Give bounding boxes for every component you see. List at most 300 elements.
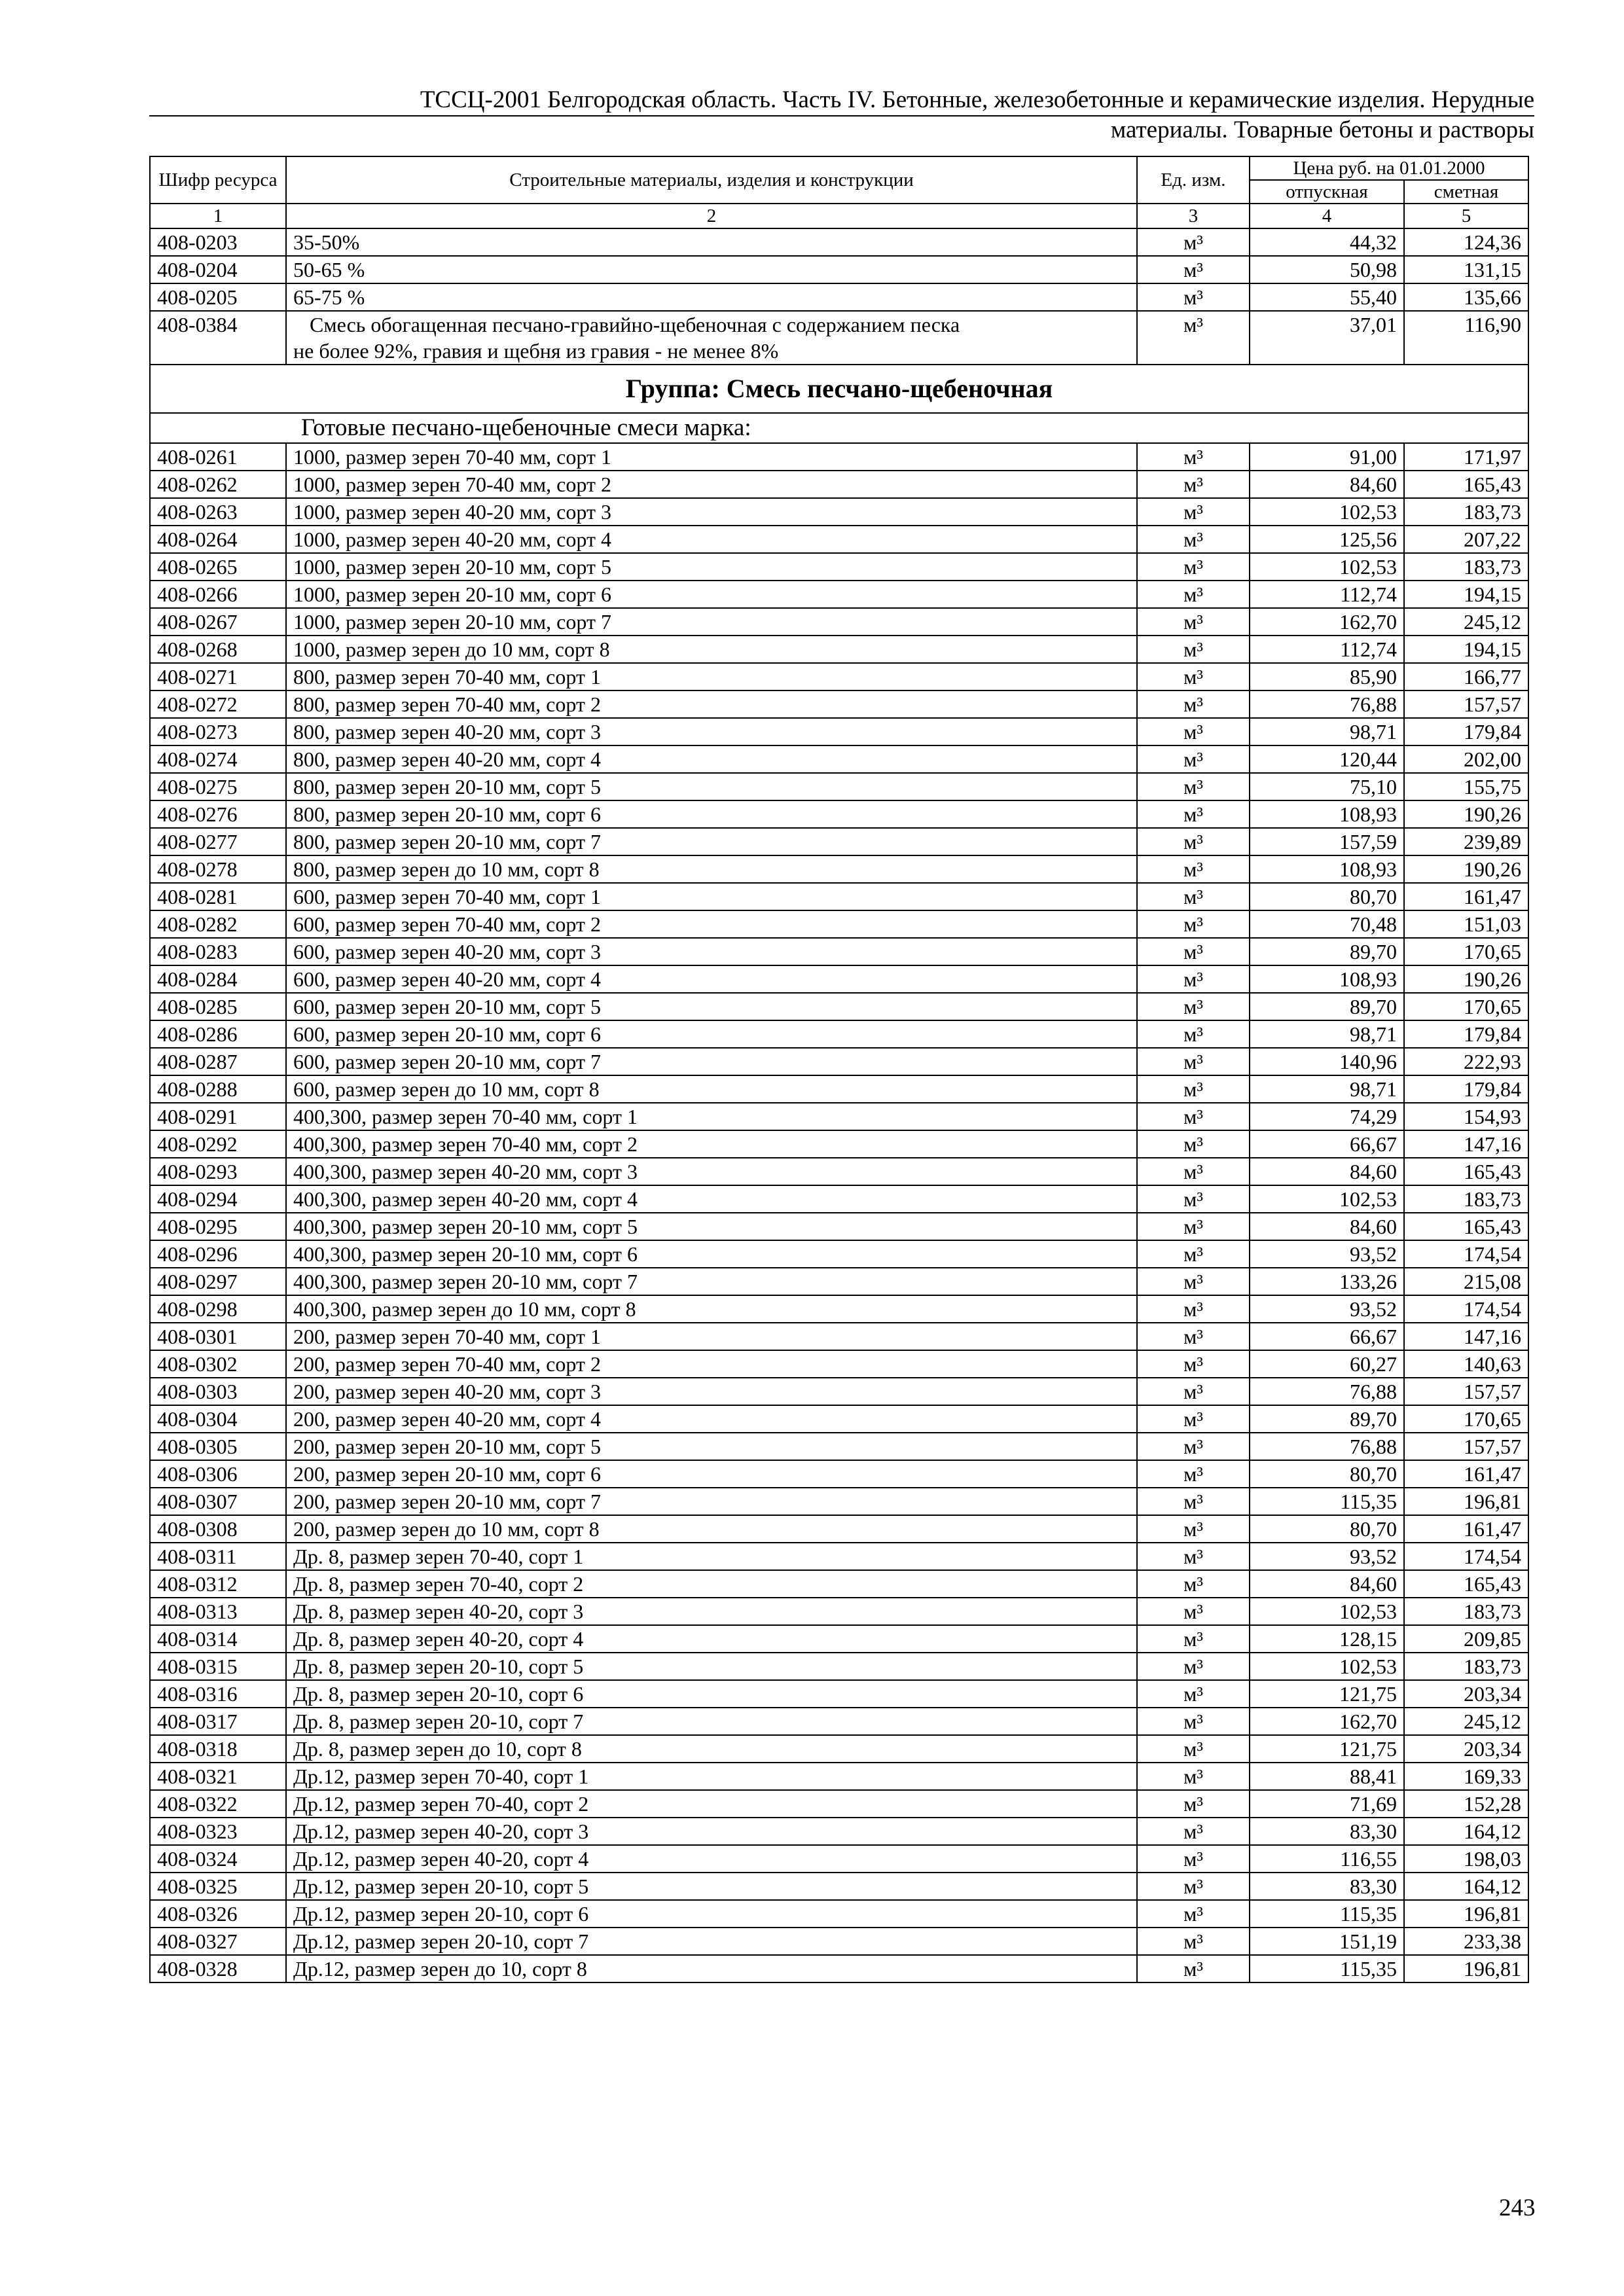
material-name: 1000, размер зерен до 10 мм, сорт 8 — [286, 636, 1137, 663]
table-row — [150, 663, 1528, 691]
table-row — [150, 800, 1528, 828]
unit: м³ — [1137, 965, 1250, 993]
table-row — [150, 1213, 1528, 1240]
price-wholesale: 115,35 — [1250, 1488, 1404, 1515]
material-name: 1000, размер зерен 20-10 мм, сорт 7 — [286, 608, 1137, 636]
price-estimate: 202,00 — [1404, 745, 1528, 773]
resource-code: 408-0324 — [150, 1845, 286, 1873]
unit: м³ — [1137, 773, 1250, 800]
unit: м³ — [1137, 1295, 1250, 1323]
resource-code: 408-0284 — [150, 965, 286, 993]
price-estimate: 190,26 — [1404, 965, 1528, 993]
table-row — [150, 828, 1528, 855]
resource-code: 408-0287 — [150, 1048, 286, 1075]
table-row — [150, 691, 1528, 718]
table-row — [150, 1763, 1528, 1790]
resource-code: 408-0275 — [150, 773, 286, 800]
unit: м³ — [1137, 1158, 1250, 1185]
table-row — [150, 1735, 1528, 1763]
table-row — [150, 1158, 1528, 1185]
price-estimate: 190,26 — [1404, 800, 1528, 828]
material-name: 65-75 % — [286, 283, 1137, 311]
table-row — [150, 965, 1528, 993]
material-name: 400,300, размер зерен до 10 мм, сорт 8 — [286, 1295, 1137, 1323]
resource-code: 408-0264 — [150, 526, 286, 553]
price-estimate: 165,43 — [1404, 1570, 1528, 1598]
unit: м³ — [1137, 1433, 1250, 1460]
material-name: 400,300, размер зерен 40-20 мм, сорт 4 — [286, 1185, 1137, 1213]
price-wholesale: 151,19 — [1250, 1928, 1404, 1955]
price-estimate: 166,77 — [1404, 663, 1528, 691]
price-wholesale: 102,53 — [1250, 553, 1404, 581]
material-name: 400,300, размер зерен 70-40 мм, сорт 2 — [286, 1130, 1137, 1158]
material-name: 800, размер зерен 20-10 мм, сорт 6 — [286, 800, 1137, 828]
price-wholesale: 125,56 — [1250, 526, 1404, 553]
table-row — [150, 1570, 1528, 1598]
material-name — [286, 311, 1137, 365]
price-estimate: 179,84 — [1404, 1020, 1528, 1048]
table-row — [150, 1625, 1528, 1653]
material-name: 50-65 % — [286, 256, 1137, 283]
resource-code: 408-0265 — [150, 553, 286, 581]
column-header-price: Цена руб. на 01.01.2000 — [1250, 156, 1528, 180]
price-estimate: 140,63 — [1404, 1350, 1528, 1378]
price-wholesale: 133,26 — [1250, 1268, 1404, 1295]
material-name: 1000, размер зерен 20-10 мм, сорт 6 — [286, 581, 1137, 608]
material-name: Др.12, размер зерен 40-20, сорт 4 — [286, 1845, 1137, 1873]
unit: м³ — [1137, 1020, 1250, 1048]
price-estimate: 165,43 — [1404, 1158, 1528, 1185]
group-title: Группа: Смесь песчано-щебеночная — [150, 365, 1528, 413]
unit: м³ — [1137, 745, 1250, 773]
material-name: 200, размер зерен 20-10 мм, сорт 6 — [286, 1460, 1137, 1488]
table-row — [150, 1460, 1528, 1488]
price-wholesale: 50,98 — [1250, 256, 1404, 283]
table-row — [150, 1350, 1528, 1378]
header-title-line2: материалы. Товарные бетоны и растворы — [1110, 117, 1534, 143]
resource-code: 408-0318 — [150, 1735, 286, 1763]
price-estimate: 165,43 — [1404, 1213, 1528, 1240]
material-name: 200, размер зерен 20-10 мм, сорт 7 — [286, 1488, 1137, 1515]
unit: м³ — [1137, 526, 1250, 553]
price-wholesale: 84,60 — [1250, 1158, 1404, 1185]
material-name: Др. 8, размер зерен 20-10, сорт 6 — [286, 1680, 1137, 1708]
unit: м³ — [1137, 1103, 1250, 1130]
table-row — [150, 1515, 1528, 1543]
unit: м³ — [1137, 993, 1250, 1020]
material-name: Др. 8, размер зерен 20-10, сорт 7 — [286, 1708, 1137, 1735]
price-wholesale: 83,30 — [1250, 1818, 1404, 1845]
resource-code: 408-0272 — [150, 691, 286, 718]
price-wholesale: 37,01 — [1250, 311, 1404, 365]
material-name: 600, размер зерен до 10 мм, сорт 8 — [286, 1075, 1137, 1103]
table-row — [150, 636, 1528, 663]
resource-code: 408-0306 — [150, 1460, 286, 1488]
price-estimate: 183,73 — [1404, 498, 1528, 526]
table-row — [150, 1020, 1528, 1048]
table-row — [150, 553, 1528, 581]
table-row — [150, 883, 1528, 910]
price-wholesale: 102,53 — [1250, 1185, 1404, 1213]
price-estimate: 179,84 — [1404, 718, 1528, 745]
resource-code: 408-0286 — [150, 1020, 286, 1048]
material-name: 600, размер зерен 20-10 мм, сорт 6 — [286, 1020, 1137, 1048]
price-estimate: 239,89 — [1404, 828, 1528, 855]
price-wholesale: 88,41 — [1250, 1763, 1404, 1790]
resource-code: 408-0384 — [150, 311, 286, 365]
unit: м³ — [1137, 1763, 1250, 1790]
table-row — [150, 910, 1528, 938]
column-number: 4 — [1250, 204, 1404, 228]
table-body-top — [150, 228, 1528, 311]
material-name: 200, размер зерен до 10 мм, сорт 8 — [286, 1515, 1137, 1543]
resource-code: 408-0267 — [150, 608, 286, 636]
column-number: 1 — [150, 204, 286, 228]
table-row — [150, 1653, 1528, 1680]
material-name: Др. 8, размер зерен 70-40, сорт 2 — [286, 1570, 1137, 1598]
resource-code: 408-0293 — [150, 1158, 286, 1185]
price-estimate: 124,36 — [1404, 228, 1528, 256]
price-wholesale: 121,75 — [1250, 1735, 1404, 1763]
unit: м³ — [1137, 283, 1250, 311]
resource-code: 408-0288 — [150, 1075, 286, 1103]
price-estimate: 183,73 — [1404, 1653, 1528, 1680]
unit: м³ — [1137, 910, 1250, 938]
unit: м³ — [1137, 1873, 1250, 1900]
price-estimate: 147,16 — [1404, 1130, 1528, 1158]
material-name: 800, размер зерен 70-40 мм, сорт 1 — [286, 663, 1137, 691]
table-row — [150, 498, 1528, 526]
unit: м³ — [1137, 1790, 1250, 1818]
price-estimate: 194,15 — [1404, 581, 1528, 608]
page-number: 243 — [1499, 2195, 1536, 2221]
table-row — [150, 283, 1528, 311]
unit: м³ — [1137, 691, 1250, 718]
price-wholesale: 162,70 — [1250, 608, 1404, 636]
material-name: 200, размер зерен 70-40 мм, сорт 1 — [286, 1323, 1137, 1350]
resource-code: 408-0312 — [150, 1570, 286, 1598]
material-name: 800, размер зерен 70-40 мм, сорт 2 — [286, 691, 1137, 718]
unit: м³ — [1137, 1185, 1250, 1213]
material-name: 600, размер зерен 20-10 мм, сорт 5 — [286, 993, 1137, 1020]
price-estimate: 152,28 — [1404, 1790, 1528, 1818]
material-name: 400,300, размер зерен 20-10 мм, сорт 7 — [286, 1268, 1137, 1295]
price-estimate: 203,34 — [1404, 1680, 1528, 1708]
resource-code: 408-0298 — [150, 1295, 286, 1323]
unit: м³ — [1137, 1845, 1250, 1873]
unit: м³ — [1137, 1515, 1250, 1543]
table-row — [150, 1048, 1528, 1075]
header-title-line1: ТССЦ-2001 Белгородская область. Часть IV. Бетонные, железобетонные и керамические изделия. Нерудные — [420, 86, 1534, 113]
resource-code: 408-0302 — [150, 1350, 286, 1378]
price-wholesale: 98,71 — [1250, 1075, 1404, 1103]
price-wholesale: 70,48 — [1250, 910, 1404, 938]
material-name: Др. 8, размер зерен 20-10, сорт 5 — [286, 1653, 1137, 1680]
material-name: Др.12, размер зерен 20-10, сорт 5 — [286, 1873, 1137, 1900]
unit: м³ — [1137, 828, 1250, 855]
price-estimate: 222,93 — [1404, 1048, 1528, 1075]
price-estimate: 183,73 — [1404, 1185, 1528, 1213]
price-estimate: 174,54 — [1404, 1543, 1528, 1570]
unit: м³ — [1137, 800, 1250, 828]
resource-code: 408-0285 — [150, 993, 286, 1020]
table-row — [150, 1378, 1528, 1405]
price-wholesale: 112,74 — [1250, 636, 1404, 663]
material-name: 35-50% — [286, 228, 1137, 256]
column-header-estimate: сметная — [1404, 180, 1528, 204]
unit: м³ — [1137, 1378, 1250, 1405]
price-estimate: 155,75 — [1404, 773, 1528, 800]
resource-code: 408-0263 — [150, 498, 286, 526]
price-estimate: 233,38 — [1404, 1928, 1528, 1955]
table-row — [150, 1790, 1528, 1818]
price-estimate: 209,85 — [1404, 1625, 1528, 1653]
unit: м³ — [1137, 883, 1250, 910]
material-name: 400,300, размер зерен 20-10 мм, сорт 5 — [286, 1213, 1137, 1240]
price-wholesale: 66,67 — [1250, 1323, 1404, 1350]
material-name: 1000, размер зерен 70-40 мм, сорт 2 — [286, 471, 1137, 498]
unit: м³ — [1137, 1543, 1250, 1570]
unit: м³ — [1137, 1488, 1250, 1515]
price-estimate: 183,73 — [1404, 1598, 1528, 1625]
material-name: Др. 8, размер зерен 40-20, сорт 3 — [286, 1598, 1137, 1625]
table-row — [150, 1873, 1528, 1900]
price-wholesale: 55,40 — [1250, 283, 1404, 311]
material-name: 200, размер зерен 40-20 мм, сорт 4 — [286, 1405, 1137, 1433]
material-name: Др.12, размер зерен 20-10, сорт 7 — [286, 1928, 1137, 1955]
price-estimate: 171,97 — [1404, 443, 1528, 471]
resource-code: 408-0303 — [150, 1378, 286, 1405]
price-wholesale: 112,74 — [1250, 581, 1404, 608]
resource-code: 408-0278 — [150, 855, 286, 883]
price-wholesale: 91,00 — [1250, 443, 1404, 471]
resource-code: 408-0316 — [150, 1680, 286, 1708]
price-wholesale: 102,53 — [1250, 1598, 1404, 1625]
material-name: 800, размер зерен 20-10 мм, сорт 7 — [286, 828, 1137, 855]
unit: м³ — [1137, 1955, 1250, 1982]
resource-code: 408-0325 — [150, 1873, 286, 1900]
unit: м³ — [1137, 256, 1250, 283]
material-name: Др.12, размер зерен 40-20, сорт 3 — [286, 1818, 1137, 1845]
price-table — [149, 156, 1529, 1983]
price-wholesale: 98,71 — [1250, 1020, 1404, 1048]
material-name: Др. 8, размер зерен 70-40, сорт 1 — [286, 1543, 1137, 1570]
table-row — [150, 1818, 1528, 1845]
resource-code: 408-0314 — [150, 1625, 286, 1653]
price-wholesale: 98,71 — [1250, 718, 1404, 745]
unit: м³ — [1137, 1323, 1250, 1350]
price-estimate: 157,57 — [1404, 691, 1528, 718]
unit: м³ — [1137, 228, 1250, 256]
table-row — [150, 938, 1528, 965]
material-name: 800, размер зерен 20-10 мм, сорт 5 — [286, 773, 1137, 800]
unit: м³ — [1137, 1405, 1250, 1433]
resource-code: 408-0315 — [150, 1653, 286, 1680]
price-wholesale: 84,60 — [1250, 1213, 1404, 1240]
page-header — [149, 85, 1534, 145]
resource-code: 408-0261 — [150, 443, 286, 471]
resource-code: 408-0274 — [150, 745, 286, 773]
table-row — [150, 311, 1528, 365]
price-estimate: 174,54 — [1404, 1295, 1528, 1323]
resource-code: 408-0317 — [150, 1708, 286, 1735]
material-name: Др. 8, размер зерен до 10, сорт 8 — [286, 1735, 1137, 1763]
table-row — [150, 1405, 1528, 1433]
column-header-unit: Ед. изм. — [1137, 156, 1250, 204]
price-estimate: 157,57 — [1404, 1433, 1528, 1460]
material-name: 200, размер зерен 70-40 мм, сорт 2 — [286, 1350, 1137, 1378]
resource-code: 408-0205 — [150, 283, 286, 311]
unit: м³ — [1137, 498, 1250, 526]
resource-code: 408-0297 — [150, 1268, 286, 1295]
table-body-enriched — [150, 311, 1528, 443]
price-estimate: 164,12 — [1404, 1873, 1528, 1900]
resource-code: 408-0204 — [150, 256, 286, 283]
table-row — [150, 256, 1528, 283]
table-row — [150, 718, 1528, 745]
material-name: 1000, размер зерен 40-20 мм, сорт 4 — [286, 526, 1137, 553]
price-estimate: 165,43 — [1404, 471, 1528, 498]
price-wholesale: 157,59 — [1250, 828, 1404, 855]
unit: м³ — [1137, 471, 1250, 498]
table-row — [150, 773, 1528, 800]
table-row — [150, 1900, 1528, 1928]
table-row — [150, 471, 1528, 498]
resource-code: 408-0308 — [150, 1515, 286, 1543]
price-estimate: 135,66 — [1404, 283, 1528, 311]
material-name: 600, размер зерен 70-40 мм, сорт 2 — [286, 910, 1137, 938]
unit: м³ — [1137, 1818, 1250, 1845]
resource-code: 408-0326 — [150, 1900, 286, 1928]
price-wholesale: 84,60 — [1250, 1570, 1404, 1598]
price-estimate: 170,65 — [1404, 1405, 1528, 1433]
resource-code: 408-0294 — [150, 1185, 286, 1213]
material-name: 1000, размер зерен 40-20 мм, сорт 3 — [286, 498, 1137, 526]
price-estimate: 245,12 — [1404, 1708, 1528, 1735]
price-wholesale: 84,60 — [1250, 471, 1404, 498]
resource-code: 408-0313 — [150, 1598, 286, 1625]
price-wholesale: 116,55 — [1250, 1845, 1404, 1873]
unit: м³ — [1137, 636, 1250, 663]
header-rule — [149, 115, 1534, 117]
price-wholesale: 93,52 — [1250, 1543, 1404, 1570]
price-wholesale: 108,93 — [1250, 800, 1404, 828]
unit: м³ — [1137, 1598, 1250, 1625]
material-name: 600, размер зерен 40-20 мм, сорт 4 — [286, 965, 1137, 993]
price-wholesale: 102,53 — [1250, 498, 1404, 526]
column-number-row — [150, 204, 1528, 228]
price-wholesale: 80,70 — [1250, 883, 1404, 910]
table-row — [150, 855, 1528, 883]
unit: м³ — [1137, 311, 1250, 365]
unit: м³ — [1137, 608, 1250, 636]
table-row — [150, 1543, 1528, 1570]
unit: м³ — [1137, 1625, 1250, 1653]
subgroup-row — [150, 413, 1528, 443]
price-estimate: 170,65 — [1404, 938, 1528, 965]
table-row — [150, 443, 1528, 471]
table-row — [150, 993, 1528, 1020]
price-wholesale: 89,70 — [1250, 938, 1404, 965]
price-wholesale: 74,29 — [1250, 1103, 1404, 1130]
price-estimate: 207,22 — [1404, 526, 1528, 553]
price-estimate: 196,81 — [1404, 1900, 1528, 1928]
unit: м³ — [1137, 663, 1250, 691]
unit: м³ — [1137, 443, 1250, 471]
price-estimate: 174,54 — [1404, 1240, 1528, 1268]
material-name: 200, размер зерен 20-10 мм, сорт 5 — [286, 1433, 1137, 1460]
column-header-wholesale: отпускная — [1250, 180, 1404, 204]
price-wholesale: 80,70 — [1250, 1460, 1404, 1488]
table-row — [150, 1955, 1528, 1982]
resource-code: 408-0295 — [150, 1213, 286, 1240]
unit: м³ — [1137, 1900, 1250, 1928]
price-wholesale: 89,70 — [1250, 993, 1404, 1020]
price-estimate: 157,57 — [1404, 1378, 1528, 1405]
material-name: 600, размер зерен 40-20 мм, сорт 3 — [286, 938, 1137, 965]
price-wholesale: 121,75 — [1250, 1680, 1404, 1708]
table-row — [150, 1598, 1528, 1625]
unit: м³ — [1137, 1735, 1250, 1763]
table-row — [150, 1103, 1528, 1130]
table-row — [150, 581, 1528, 608]
table-row — [150, 1845, 1528, 1873]
material-name: Др.12, размер зерен 70-40, сорт 1 — [286, 1763, 1137, 1790]
price-estimate: 245,12 — [1404, 608, 1528, 636]
material-name: Др.12, размер зерен 20-10, сорт 6 — [286, 1900, 1137, 1928]
table-row — [150, 1075, 1528, 1103]
table-row — [150, 1240, 1528, 1268]
price-wholesale: 76,88 — [1250, 691, 1404, 718]
unit: м³ — [1137, 855, 1250, 883]
price-estimate: 194,15 — [1404, 636, 1528, 663]
price-wholesale: 162,70 — [1250, 1708, 1404, 1735]
price-wholesale: 128,15 — [1250, 1625, 1404, 1653]
resource-code: 408-0282 — [150, 910, 286, 938]
table-row — [150, 1488, 1528, 1515]
material-name: 400,300, размер зерен 20-10 мм, сорт 6 — [286, 1240, 1137, 1268]
resource-code: 408-0328 — [150, 1955, 286, 1982]
material-name: 800, размер зерен 40-20 мм, сорт 4 — [286, 745, 1137, 773]
price-wholesale: 71,69 — [1250, 1790, 1404, 1818]
price-wholesale: 115,35 — [1250, 1955, 1404, 1982]
table-row — [150, 1928, 1528, 1955]
price-wholesale: 83,30 — [1250, 1873, 1404, 1900]
price-wholesale: 102,53 — [1250, 1653, 1404, 1680]
price-wholesale: 80,70 — [1250, 1515, 1404, 1543]
price-estimate: 169,33 — [1404, 1763, 1528, 1790]
price-wholesale: 120,44 — [1250, 745, 1404, 773]
price-estimate: 116,90 — [1404, 311, 1528, 365]
resource-code: 408-0292 — [150, 1130, 286, 1158]
table-row — [150, 526, 1528, 553]
price-wholesale: 76,88 — [1250, 1433, 1404, 1460]
material-name: Др. 8, размер зерен 40-20, сорт 4 — [286, 1625, 1137, 1653]
material-name: 600, размер зерен 20-10 мм, сорт 7 — [286, 1048, 1137, 1075]
price-estimate: 151,03 — [1404, 910, 1528, 938]
material-name: 400,300, размер зерен 40-20 мм, сорт 3 — [286, 1158, 1137, 1185]
price-estimate: 196,81 — [1404, 1955, 1528, 1982]
price-estimate: 170,65 — [1404, 993, 1528, 1020]
unit: м³ — [1137, 1130, 1250, 1158]
unit: м³ — [1137, 1048, 1250, 1075]
price-wholesale: 93,52 — [1250, 1240, 1404, 1268]
price-wholesale: 85,90 — [1250, 663, 1404, 691]
price-wholesale: 93,52 — [1250, 1295, 1404, 1323]
column-number: 2 — [286, 204, 1137, 228]
group-row — [150, 365, 1528, 413]
resource-code: 408-0323 — [150, 1818, 286, 1845]
